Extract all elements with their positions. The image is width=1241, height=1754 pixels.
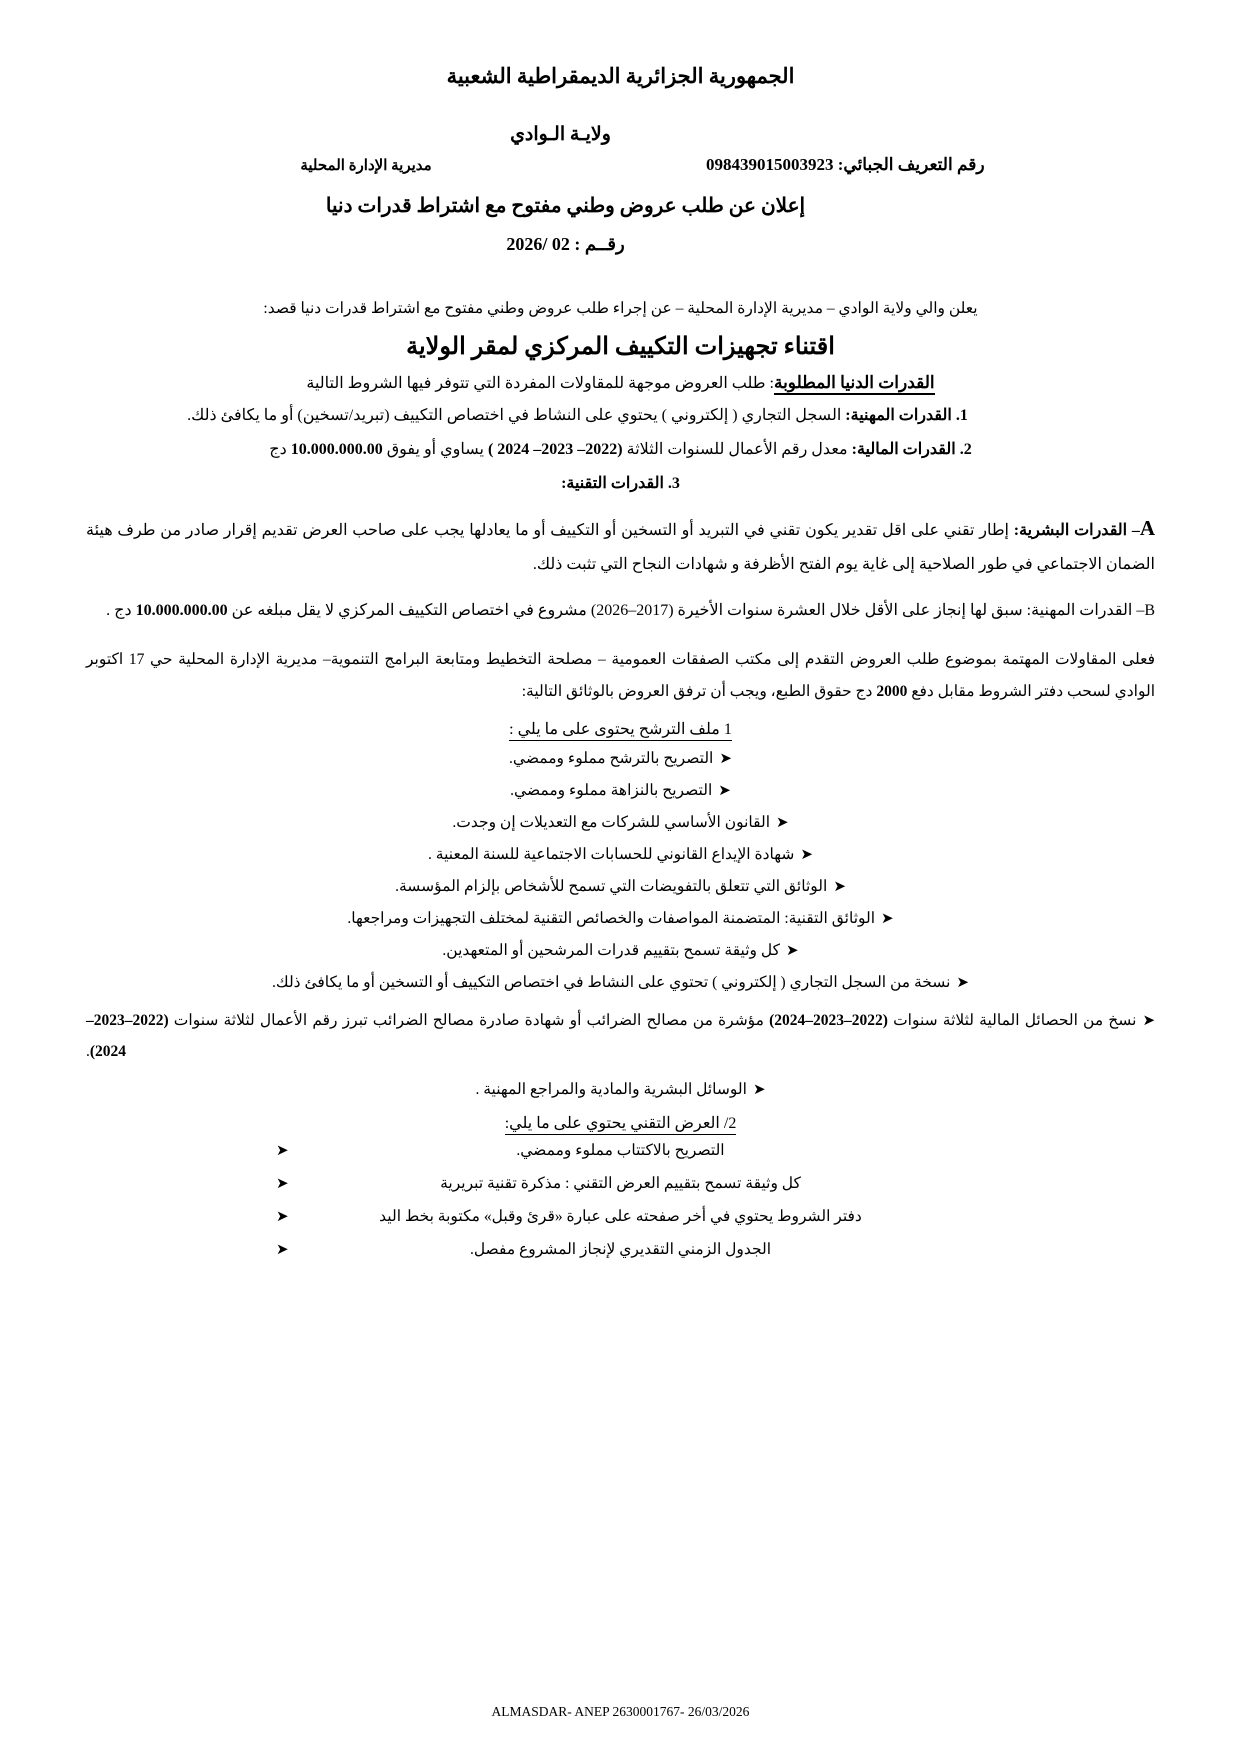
capacity-1-number: 1. <box>955 407 968 424</box>
capacity-3-label: القدرات التقنية: <box>561 475 664 492</box>
list-item <box>86 1141 1155 1160</box>
arrow-icon: ➤ <box>276 1176 289 1193</box>
capacity-2-text-mid: يساوي أو يفوق <box>382 441 488 458</box>
tax-id-label: رقم التعريف الجبائي: <box>837 155 985 174</box>
list-item <box>86 749 1155 768</box>
list-item-text: التصريح بالاكتتاب مملوء وممضي. <box>516 1142 725 1160</box>
list-item-text: التصريح بالنزاهة مملوء وممضي. <box>510 782 713 800</box>
submission-text-after: دج حقوق الطبع، ويجب أن ترفق العروض بالوثائق التالية: <box>521 682 877 700</box>
capacities-list <box>86 405 1155 493</box>
list-item-text: نسخة من السجل التجاري ( إلكتروني ) تحتوي على النشاط في اختصاص التكييف أو التسخين أو ما يكافئ ذلك. <box>272 974 951 992</box>
capacity-2-label: القدرات المالية: <box>851 441 956 458</box>
list-item-text: كل وثيقة تسمح بتقييم قدرات المرشحين أو المتعهدين. <box>442 942 781 960</box>
list-item <box>86 813 1155 832</box>
list-item-years-2: (2022–2023–2024) <box>86 1012 169 1061</box>
announcement-number: رقــم : 02 /2026 <box>506 234 625 254</box>
capacity-sub-b-amount: 10.000.000.00 <box>135 602 228 619</box>
announcement-title: إعلان عن طلب عروض وطني مفتوح مع اشتراط قدرات دنيا <box>325 195 806 217</box>
list-item <box>86 1240 1155 1259</box>
list-item-text: الوثائق التقنية: المتضمنة المواصفات والخصائص التقنية لمختلف التجهيزات ومراجعها. <box>347 910 876 928</box>
arrow-icon: ➤ <box>800 847 813 864</box>
capacity-item-3 <box>86 473 1155 493</box>
list-item <box>86 781 1155 800</box>
arrow-icon: ➤ <box>1142 1013 1156 1030</box>
capacity-sub-a-text: إطار تقني على اقل تقدير يكون تقني في التبريد أو التسخين أو التكييف أو ما يعادلها يجب على صاحب العرض تقديم إقرار صادر من طرف هيئة الضمان الاجتماعي في طور الصلاحية إلى غاية يوم الفتح الأظرفة و شهادات النجاح التي تثبت ذلك. <box>86 522 1155 573</box>
list-item <box>86 1080 1155 1099</box>
capacity-sub-b-letter: B <box>1144 602 1155 619</box>
capacity-1-text: السجل التجاري ( إلكتروني ) يحتوي على النشاط في اختصاص التكييف (تبريد/تسخين) أو ما يكافئ ذلك. <box>187 407 846 424</box>
capacity-3-number: 3. <box>667 475 680 492</box>
capacity-sub-a-label: – القدرات البشرية: <box>1013 522 1140 539</box>
tax-id <box>706 155 985 175</box>
list-item <box>86 1005 1155 1067</box>
capacity-2-amount: 10.000.000.00 <box>290 441 383 458</box>
list-item-text-after: . <box>86 1043 90 1061</box>
intro-paragraph: يعلن والي ولاية الوادي – مديرية الإدارة المحلية – عن إجراء طلب عروض وطني مفتوح مع اشتراط قدرات دنيا قصد: <box>263 300 978 317</box>
submission-text-before: فعلى المقاولات المهتمة بموضوع طلب العروض التقدم إلى مكتب الصفقات العمومية – مصلحة التخطيط ومتابعة البرامج التنموية– مديرية الإدارة المحلية حي 17 اكتوبر الوادي لسحب دفتر الشروط مقابل دفع <box>86 650 1155 700</box>
tax-id-value: 098439015003923 <box>706 155 834 174</box>
list-item <box>86 877 1155 896</box>
arrow-icon: ➤ <box>719 751 732 768</box>
list-item-text: كل وثيقة تسمح بتقييم العرض التقني : مذكرة تقنية تبريرية <box>440 1175 801 1193</box>
list-item <box>86 941 1155 960</box>
capacity-1-label: القدرات المهنية: <box>845 407 952 424</box>
list-item-text: التصريح بالترشح مملوء وممضي. <box>509 750 714 768</box>
capacity-sub-b-years: (2017–2026) <box>590 602 674 619</box>
capacity-item-1 <box>86 405 1155 425</box>
submission-paragraph <box>86 644 1155 708</box>
list-item-text: شهادة الإيداع القانوني للحسابات الاجتماعية للسنة المعنية . <box>428 846 795 864</box>
list-item <box>86 1207 1155 1226</box>
arrow-icon: ➤ <box>786 943 799 960</box>
republic-title: الجمهورية الجزائرية الديمقراطية الشعبية <box>446 64 795 88</box>
capacity-sub-a-letter: A <box>1139 516 1156 540</box>
capacity-sub-b-text-before: سبق لها إنجاز على الأقل خلال العشرة سنوات الأخيرة <box>673 602 1027 619</box>
capacities-heading-rest: : طلب العروض موجهة للمقاولات المفردة التي تتوفر فيها الشروط التالية <box>306 375 774 392</box>
list-item <box>86 1174 1155 1193</box>
object-title: اقتناء تجهيزات التكييف المركزي لمقر الولاية <box>406 334 835 360</box>
arrow-icon: ➤ <box>881 911 894 928</box>
arrow-icon: ➤ <box>776 815 789 832</box>
list-item-years-1: (2022–2023–2024) <box>769 1012 888 1030</box>
direction-row <box>86 155 1155 175</box>
section2-list <box>86 1141 1155 1259</box>
capacity-2-text-before: معدل رقم الأعمال للسنوات الثلاثة <box>622 441 852 458</box>
arrow-icon: ➤ <box>833 879 846 896</box>
arrow-icon: ➤ <box>752 1082 766 1099</box>
section1-heading <box>86 719 1155 741</box>
header-block <box>86 123 1155 255</box>
list-item-text-mid: مؤشرة من مصالح الضرائب أو شهادة صادرة مصالح الضرائب تبرز رقم الأعمال لثلاثة سنوات <box>168 1012 770 1030</box>
list-item <box>86 845 1155 864</box>
capacities-heading <box>86 373 1155 393</box>
section1-heading-text: 1 ملف الترشح يحتوى على ما يلي : <box>509 719 732 741</box>
capacity-2-text-after: دج <box>269 441 291 458</box>
list-item <box>86 909 1155 928</box>
capacity-item-2 <box>86 439 1155 459</box>
direction-name: مديرية الإدارة المحلية <box>300 158 432 174</box>
arrow-icon: ➤ <box>276 1242 289 1259</box>
capacity-sub-b-label: – القدرات المهنية: <box>1026 602 1145 619</box>
arrow-icon: ➤ <box>276 1209 289 1226</box>
wilaya-name: ولايـة الـوادي <box>510 124 611 145</box>
footer-reference: ALMASDAR- ANEP 2630001767- 26/03/2026 <box>491 1704 750 1719</box>
list-item-text: القانون الأساسي للشركات مع التعديلات إن وجدت. <box>452 814 771 832</box>
capacities-heading-underlined: القدرات الدنيا المطلوبة <box>774 373 935 395</box>
list-item-text: الوسائل البشرية والمادية والمراجع المهنية . <box>475 1081 747 1099</box>
list-item-text-before: نسخ من الحصائل المالية لثلاثة سنوات <box>887 1012 1137 1030</box>
capacity-sub-b-text-mid: مشروع في اختصاص التكييف المركزي لا يقل مبلغه عن <box>227 602 591 619</box>
section2-heading-text: 2/ العرض التقني يحتوي على ما يلي: <box>505 1113 737 1135</box>
list-item-text: الجدول الزمني التقديري لإنجاز المشروع مفصل. <box>469 1241 772 1259</box>
arrow-icon: ➤ <box>276 1143 289 1160</box>
section1-list <box>86 749 1155 1099</box>
list-item <box>86 973 1155 992</box>
capacity-2-years: (2022– 2023– 2024 ) <box>487 441 623 458</box>
capacity-sub-a <box>86 507 1155 581</box>
capacity-2-number: 2. <box>959 441 972 458</box>
list-item-text: الوثائق التي تتعلق بالتفويضات التي تسمح للأشخاص بإلزام المؤسسة. <box>395 878 828 896</box>
arrow-icon: ➤ <box>956 975 969 992</box>
section2-heading <box>86 1113 1155 1135</box>
list-item-text: دفتر الشروط يحتوي في أخر صفحته على عبارة «قرئ وقبل» مكتوبة بخط اليد <box>379 1208 862 1226</box>
capacity-sub-b-text-after: دج . <box>106 602 136 619</box>
capacity-sub-b <box>86 595 1155 628</box>
arrow-icon: ➤ <box>718 783 731 800</box>
submission-fee: 2000 <box>876 682 908 700</box>
